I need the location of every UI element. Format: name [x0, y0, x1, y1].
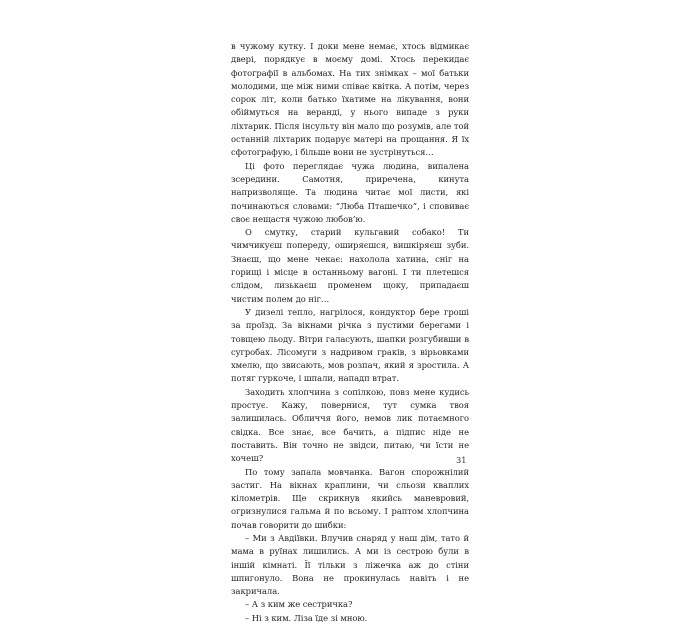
- dialog-line-2: – А з ким же сестричка?: [245, 599, 353, 610]
- page-number: 31: [456, 455, 467, 465]
- paragraph-3: О смутку, старий кульгавий собако! Ти чимчикуєш попереду, оширяєшся, вишкіряєш зуби. Знаєш, що мене чекає: нахолола хатина, сніг на горищі і місце в останньому вагоні. І ти плетешся слідом, лизькаєш променем щоку, припадаєш чистим полем до ніг…: [231, 227, 469, 304]
- paragraph-5: Заходить хлопчина з сопілкою, повз мене кудись простує. Кажу, повернися, тут сумка твоя залишилась. Обличчя його, немов лик потаємного свідка. Все знає, все бачить, а підпис ніде не поставить. Він точно не звідси, питаю, чи їсти не хочеш?: [231, 386, 469, 464]
- paragraph-1: в чужому кутку. І доки мене немає, хтось відмикає двері, порядкує в моєму домі. Хтось перекидає фотографії в альбомах. На тих знімках – мої батьки молодими, ще між ними співає квітка. А потім, через сорок літ, коли батько їхатиме на лікування, вони обіймуться на веранді, у нього випаде з руки ліхтарик. Після інсульту він мало що розумів, але той останній ліхтарик подарує матері на прощання. Я їх сфотографую, і більше вони не зустрінуться…: [231, 41, 469, 158]
- paragraph-4: У дизелі тепло, нагрілося, кондуктор бере гроші за проїзд. За вікнами річка з пустими берегами і товщею льоду. Вітри галасують, шапки розгубивши в сугробах. Лісомуги з надривом граків, з вірьовками хмелю, що звисають, мов розпач, який я зростила. А потяг гуркоче, і шпали, нападп втрат.: [231, 306, 469, 384]
- book-page: [231, 40, 469, 623]
- body-text: [231, 40, 469, 625]
- dialog-line-3: – Ні з ким. Ліза їде зі мною.: [245, 612, 368, 623]
- paragraph-2: Ці фото переглядає чужа людина, випалена зсередини. Самотня, приречена, кинута напризволяще. Та людина читає мої листи, які починаються словами: “Люба Пташечко”, і сповиває своє нещастя чужою любов’ю.: [231, 160, 469, 224]
- paragraph-6: По тому запала мовчанка. Вагон спорожнілий застиг. На вікнах краплини, чи сльози кваплих кілометрів. Ще скрикнув якийсь маневровий, огризнулися гальма й по всьому. І раптом хлопчина почав говорити до шибки:: [231, 466, 469, 530]
- dialog-line-1: – Ми з Авдіївки. Влучив снаряд у наш дім, тато й мама в руїнах лишились. А ми із сестрою були в іншій кімнаті. Її тільки з ліжечка аж до стіни шпигонуло. Вона не прокинулась навіть і не закричала.: [231, 532, 469, 597]
